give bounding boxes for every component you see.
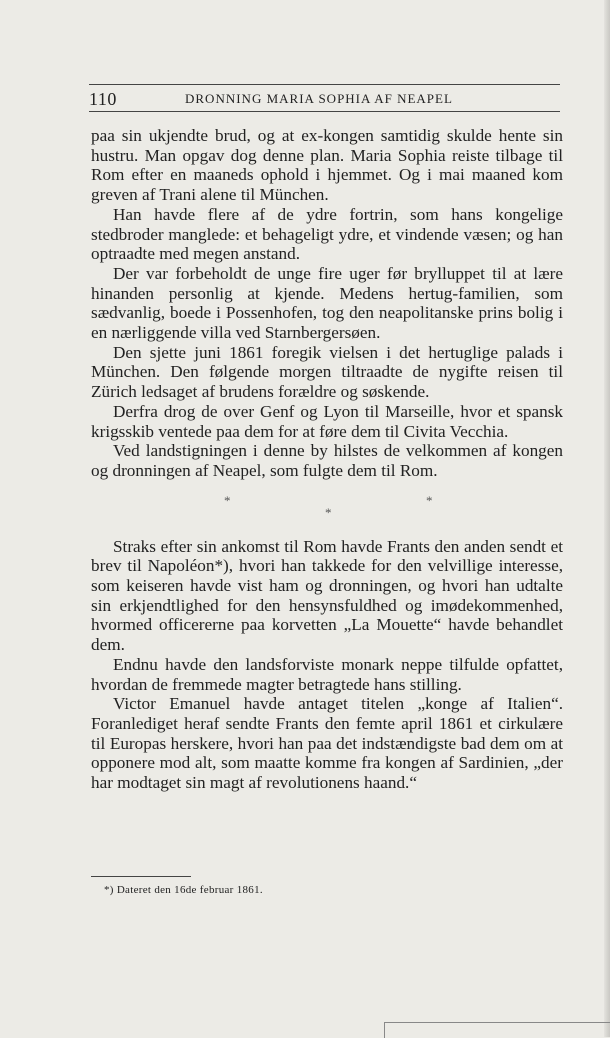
paragraph: paa sin ukjendte brud, og at ex-kongen samtidig skulde hente sin hustru. Man opgav dog denne plan. Maria Sophia reiste tilbage til Rom efter en maaneds ophold i hjemmet. Og i mai maaned kom greven af Trani alene til München.	[91, 126, 563, 205]
page-edge-shadow	[604, 0, 610, 1037]
paragraph: Derfra drog de over Genf og Lyon til Marseille, hvor et spansk krigsskib ventede paa dem for at føre dem til Civita Vecchia.	[91, 401, 563, 441]
paragraph: Victor Emanuel havde antaget titelen „konge af Italien“. Foranlediget heraf sendte Frants den femte april 1861 et cirkulære til Europas herskere, hvori han paa det indstændigste bad dem om at opponere mod alt, som maatte komme fra kongen af Sardinien, „der har modtaget sin magt af revolutionens haand.“	[91, 694, 563, 793]
paragraph: Han havde flere af de ydre fortrin, som hans kongelige stedbroder manglede: et behageligt ydre, et vindende væsen; og han optraadte med megen anstand.	[91, 204, 563, 264]
running-title: DRONNING MARIA SOPHIA AF NEAPEL	[185, 91, 453, 106]
asterism-star: *	[325, 504, 332, 520]
footnote-rule	[91, 876, 191, 877]
body-text	[91, 126, 563, 793]
scan-corner-mark	[384, 1022, 610, 1038]
paragraph: Ved landstigningen i denne by hilstes de velkommen af kongen og dronningen af Neapel, som fulgte dem til Rom.	[91, 441, 563, 480]
page-number: 110	[89, 89, 117, 109]
paragraph: Der var forbeholdt de unge fire uger før brylluppet til at lære hinanden personlig at kjende. Medens hertug-familien, som sædvanlig, boede i Possenhofen, tog den neapolitanske prins bolig i en nærliggende villa ved Starnbergersøen.	[91, 263, 563, 343]
paragraph: Straks efter sin ankomst til Rom havde Frants den anden sendt et brev til Napoléon*), hvori han takkede for den velvillige interesse, som keiseren havde vist ham og dronningen, og hvori han udtalte sin erkjendtlighed for den hensynsfuldhed og imødekommenhed, hvormed officererne paa korvetten „La Mouette“ havde behandlet dem.	[91, 536, 563, 655]
asterism-star: *	[426, 492, 433, 508]
footnote: *) Dateret den 16de februar 1861.	[104, 884, 263, 896]
paragraph: Den sjette juni 1861 foregik vielsen i det hertuglige palads i München. Den følgende morgen tiltraadte de nygifte reisen til Zürich ledsaget af brudens forældre og søskende.	[91, 342, 563, 402]
asterism-star: *	[224, 492, 231, 508]
section-break-asterism	[91, 485, 563, 533]
running-header	[89, 84, 560, 112]
paragraph: Endnu havde den landsforviste monark neppe tilfulde opfattet, hvordan de fremmede magter betragtede hans stilling.	[91, 654, 563, 694]
